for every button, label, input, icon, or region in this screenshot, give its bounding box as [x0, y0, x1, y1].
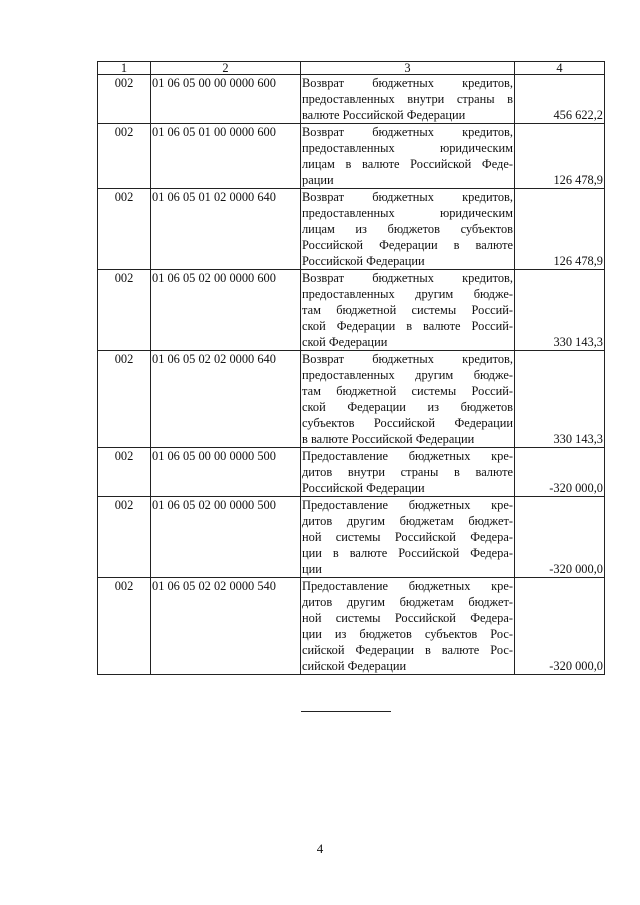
description-cell — [301, 578, 515, 675]
description-cell — [301, 448, 515, 497]
description-cell — [301, 124, 515, 189]
table-body — [98, 62, 605, 675]
description-line: ной системы Российской Федера- — [302, 611, 513, 625]
description-line: сийской Федерации в валюте Рос- — [302, 643, 513, 657]
footnote-divider — [301, 711, 391, 712]
budget-classification-code-cell: 01 06 05 00 00 0000 500 — [151, 448, 301, 497]
description-line: там бюджетной системы Россий- — [302, 303, 513, 317]
description-line: предоставленных другим бюдже- — [302, 368, 513, 382]
table-row — [98, 351, 605, 448]
description-line: Российской Федерации в валюте — [302, 238, 513, 252]
budget-classification-code-cell: 01 06 05 02 00 0000 600 — [151, 270, 301, 351]
table-row — [98, 189, 605, 270]
header-col-3: 3 — [301, 62, 515, 75]
description-cell — [301, 75, 515, 124]
description-line: лицам из бюджетов субъектов — [302, 222, 513, 236]
description-line: дитов другим бюджетам бюджет- — [302, 595, 513, 609]
description-line: Российской Федерации — [302, 254, 425, 268]
budget-classification-code-cell: 01 06 05 02 02 0000 640 — [151, 351, 301, 448]
description-line: Российской Федерации — [302, 481, 425, 495]
description-line: предоставленных внутри страны в — [302, 92, 513, 106]
description-line: Возврат бюджетных кредитов, — [302, 271, 513, 285]
description-line: ной системы Российской Федера- — [302, 530, 513, 544]
description-line: там бюджетной системы Россий- — [302, 384, 513, 398]
table-row — [98, 270, 605, 351]
amount-cell: 330 143,3 — [515, 351, 605, 448]
amount-cell: 456 622,2 — [515, 75, 605, 124]
description-line: субъектов Российской Федерации — [302, 416, 513, 430]
budget-classification-code-cell: 01 06 05 00 00 0000 600 — [151, 75, 301, 124]
admin-code-cell: 002 — [98, 124, 151, 189]
description-line: лицам в валюте Российской Феде- — [302, 157, 513, 171]
description-cell — [301, 270, 515, 351]
amount-cell: -320 000,0 — [515, 497, 605, 578]
description-line: ской Федерации — [302, 335, 388, 349]
description-line: Возврат бюджетных кредитов, — [302, 352, 513, 366]
budget-classification-code-cell: 01 06 05 01 00 0000 600 — [151, 124, 301, 189]
description-line: в валюте Российской Федерации — [302, 432, 475, 446]
description-line: Возврат бюджетных кредитов, — [302, 76, 513, 90]
budget-classification-code-cell: 01 06 05 02 00 0000 500 — [151, 497, 301, 578]
table-row — [98, 124, 605, 189]
admin-code-cell: 002 — [98, 578, 151, 675]
budget-credits-table — [97, 61, 605, 675]
admin-code-cell: 002 — [98, 351, 151, 448]
page-number: 4 — [316, 841, 324, 856]
description-line: дитов другим бюджетам бюджет- — [302, 514, 513, 528]
table-row — [98, 497, 605, 578]
description-cell — [301, 497, 515, 578]
description-line: ской Федерации из бюджетов — [302, 400, 513, 414]
admin-code-cell: 002 — [98, 497, 151, 578]
header-col-1: 1 — [98, 62, 151, 75]
description-line: Предоставление бюджетных кре- — [302, 498, 513, 512]
description-cell — [301, 189, 515, 270]
table-row — [98, 75, 605, 124]
amount-cell: -320 000,0 — [515, 578, 605, 675]
budget-classification-code-cell: 01 06 05 02 02 0000 540 — [151, 578, 301, 675]
table-row — [98, 448, 605, 497]
admin-code-cell: 002 — [98, 75, 151, 124]
table-row — [98, 578, 605, 675]
amount-cell: -320 000,0 — [515, 448, 605, 497]
description-cell — [301, 351, 515, 448]
description-line: Возврат бюджетных кредитов, — [302, 190, 513, 204]
description-line: предоставленных другим бюдже- — [302, 287, 513, 301]
description-line: Предоставление бюджетных кре- — [302, 449, 513, 463]
description-line: предоставленных юридическим — [302, 141, 513, 155]
description-line: сийской Федерации — [302, 659, 407, 673]
description-line: валюте Российской Федерации — [302, 108, 466, 122]
description-line: ции — [302, 562, 322, 576]
amount-cell: 126 478,9 — [515, 124, 605, 189]
admin-code-cell: 002 — [98, 448, 151, 497]
description-line: предоставленных юридическим — [302, 206, 513, 220]
description-line: рации — [302, 173, 334, 187]
header-col-4: 4 — [515, 62, 605, 75]
description-line: ции из бюджетов субъектов Рос- — [302, 627, 513, 641]
description-line: ции в валюте Российской Федера- — [302, 546, 513, 560]
header-row — [98, 62, 605, 75]
amount-cell: 330 143,3 — [515, 270, 605, 351]
description-line: дитов внутри страны в валюте — [302, 465, 513, 479]
description-line: Возврат бюджетных кредитов, — [302, 125, 513, 139]
admin-code-cell: 002 — [98, 270, 151, 351]
admin-code-cell: 002 — [98, 189, 151, 270]
description-line: Предоставление бюджетных кре- — [302, 579, 513, 593]
header-col-2: 2 — [151, 62, 301, 75]
amount-cell: 126 478,9 — [515, 189, 605, 270]
budget-classification-code-cell: 01 06 05 01 02 0000 640 — [151, 189, 301, 270]
description-line: ской Федерации в валюте Россий- — [302, 319, 513, 333]
